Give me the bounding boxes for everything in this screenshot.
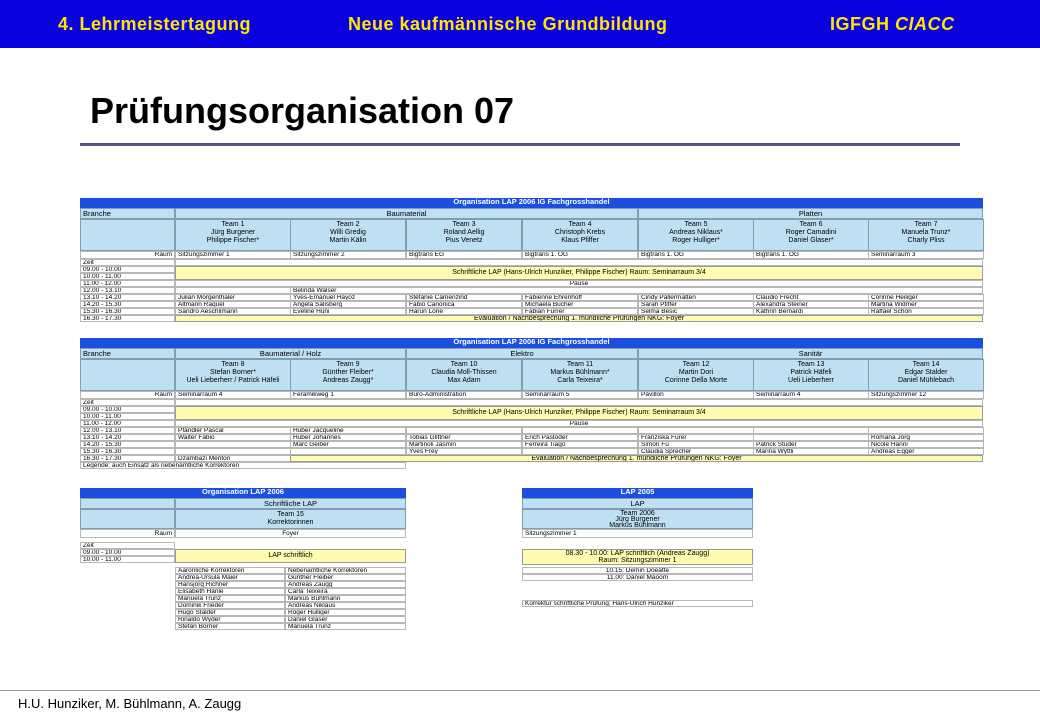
team-header: [638, 219, 754, 251]
raum-cell: Seminarraum 4: [175, 391, 291, 399]
raum-cell: Sitzungszimmer 1: [522, 529, 753, 538]
team-line: Pius Venetz: [445, 237, 483, 244]
time-label: 12.00 - 13.10: [80, 427, 175, 434]
candidate-cell: [290, 448, 406, 455]
team-line: Team 14: [912, 361, 940, 368]
team-line: Stefan Borner*: [210, 369, 256, 376]
team-header: [638, 359, 754, 391]
team-header: [868, 359, 984, 391]
time-label: 10.00 - 11.00: [80, 413, 175, 420]
team-line: Daniel Mühlebach: [897, 377, 955, 384]
block-title-bar: Organisation LAP 2006: [80, 488, 406, 498]
candidate-cell: Alexandra Steiner: [753, 301, 869, 308]
raum-cell: Bigtrans EG: [406, 251, 522, 259]
candidate-cell: Nicole Hänni: [868, 441, 984, 448]
evaluation-bar: Evaluation / Nachbesprechung 1. mündliche Prüfungen NKG: Foyer: [290, 455, 983, 462]
zeit-label: Zeit: [80, 542, 175, 549]
team-line: Corinne Della Morte: [664, 377, 728, 384]
branche-group: Elektro: [406, 348, 638, 359]
team-header: [753, 359, 869, 391]
candidate-cell: Huber Johannes: [290, 434, 406, 441]
candidate-cell: Sandro Aeschlimann: [175, 308, 291, 315]
time-label: 16.30 - 17.30: [80, 455, 175, 462]
candidate-cell: [522, 427, 638, 434]
team-line: Team 3: [452, 221, 476, 228]
candidate-cell: [868, 427, 984, 434]
candidate-cell: Ferreira Tiago: [522, 441, 638, 448]
raum-cell: Seminarraum 5: [522, 391, 638, 399]
candidate-cell: Michaela Bucher: [522, 301, 638, 308]
time-label: 10.00 - 11.00: [80, 273, 175, 280]
branche-group: Baumaterial: [175, 208, 638, 219]
candidate-cell: [522, 448, 638, 455]
candidate-cell: Tobias Glittner: [406, 434, 522, 441]
zeit-label: Zeit: [80, 259, 175, 266]
branche-group: Platten: [638, 208, 983, 219]
header-org-italic: CIACC: [895, 14, 955, 34]
raum-label: Raum: [80, 251, 175, 259]
time-label: 09.00 - 10.00: [80, 266, 175, 273]
team-label-spacer: [80, 359, 175, 391]
team-line: Manuela Trunz*: [901, 229, 951, 236]
team-line: Christoph Krebs: [554, 229, 606, 236]
candidate-cell: Marc Geiber: [290, 441, 406, 448]
zeit-label: Zeit: [80, 399, 175, 406]
team-line: Korrektorinnen: [267, 519, 314, 526]
raum-cell: Sitzungszimmer 12: [868, 391, 984, 399]
raum-label: Raum: [80, 391, 175, 399]
schriftlich-bar: Schriftliche LAP (Hans-Ulrich Hunziker, Philippe Fischer) Raum: Seminarraum 3/4: [175, 266, 983, 280]
zeit-spacer: [175, 399, 983, 406]
team-line: Klaus Pfiffer: [561, 237, 599, 244]
korrektor-cell: Elisabeth Hänle: [175, 588, 285, 595]
branche-group: Baumaterial / Holz: [175, 348, 406, 359]
yellow-line: Raum: Sitzungszimmer 1: [598, 557, 677, 564]
team-line: Roger Hulliger*: [672, 237, 720, 244]
schriftliche-lap-header: Schriftliche LAP: [175, 498, 406, 509]
team-line: Patrick Häfeli: [790, 369, 832, 376]
candidate-cell: [406, 427, 522, 434]
time-label: 12.00 - 13.10: [80, 287, 175, 294]
raum-cell: Bigtrans 1. OG: [638, 251, 754, 259]
team-line: Team 6: [799, 221, 823, 228]
time-label: 11.00 - 12.00: [80, 280, 175, 287]
team-header: [406, 219, 522, 251]
korrektor-cell: Günther Fleiber: [285, 574, 406, 581]
team-line: Team 1: [221, 221, 245, 228]
block-title-bar: Organisation LAP 2006 IG Fachgrosshandel: [80, 338, 983, 348]
yellow-line: 08.30 - 10.00: LAP schriftlich (Andreas Zaugg): [565, 550, 710, 557]
korrektor-cell: Markus Bühlmann: [285, 595, 406, 602]
evaluation-bar: Evaluation / Nachbesprechung 1. mündliche Prüfungen NKG: Foyer: [175, 315, 983, 322]
lunch-cell: [175, 287, 291, 294]
team-line: Ueli Lieberherr: [788, 377, 834, 384]
raum-cell: Büro-Administration: [406, 391, 522, 399]
korrektor-cell: Manuela Trunz: [285, 623, 406, 630]
page-title: Prüfungsorganisation 07: [90, 90, 515, 131]
candidate-cell: Fabio Canonica: [406, 301, 522, 308]
team-label-spacer: [80, 219, 175, 251]
time-label: 15.30 - 16.30: [80, 448, 175, 455]
team-header: [175, 359, 291, 391]
header-topic: Neue kaufmännische Grundbildung: [348, 14, 668, 34]
candidate-cell: Romana Jörg: [868, 434, 984, 441]
korrektor-cell: Daniel Glaser: [285, 616, 406, 623]
team-header: [868, 219, 984, 251]
korrektor-cell: Roger Hulliger: [285, 609, 406, 616]
raum-cell: Seminarraum 4: [753, 391, 869, 399]
raum-cell: Sitzungszimmer 1: [175, 251, 291, 259]
korrektor-cell: Hugo Stalder: [175, 609, 285, 616]
candidate-cell: Patrick Studer: [753, 441, 869, 448]
korrektor-cell: Nebenamtliche Korrektoren: [285, 567, 406, 574]
team-line: Jürg Burgener: [210, 229, 256, 236]
branche-group: Sanitär: [638, 348, 983, 359]
candidate-cell: Harun Lone: [406, 308, 522, 315]
schriftlich-bar: Schriftliche LAP (Hans-Ulrich Hunziker, Philippe Fischer) Raum: Seminarraum 3/4: [175, 406, 983, 420]
korrektur-cell: Korrektur schriftliche Prüfung: Hans-Ulrich Hunziker: [522, 600, 753, 607]
candidate-cell: Andreas Egger: [868, 448, 984, 455]
team-line: Markus Bühlmann*: [550, 369, 610, 376]
header-event: 4. Lehrmeistertagung: [58, 14, 252, 34]
candidate-cell: Raffael Schön: [868, 308, 984, 315]
branche-label: Branche: [80, 208, 175, 219]
team-line: Team 4: [568, 221, 592, 228]
team-line: Roland Aellig: [443, 229, 485, 236]
candidate-cell: Simon Fu: [638, 441, 754, 448]
korrektor-cell: Rinaldo Wyder: [175, 616, 285, 623]
candidate-cell: Dzambazi Meriton: [175, 455, 291, 462]
team-header: [522, 359, 638, 391]
time-label: 11.00 - 12.00: [80, 420, 175, 427]
time-label: 16.30 - 17.30: [80, 315, 175, 322]
lap-schriftlich-bar: LAP schriftlich: [175, 549, 406, 563]
team-line: Team 2: [336, 221, 360, 228]
candidate-cell: Sarah Pfiffer: [638, 301, 754, 308]
label-spacer: [80, 509, 175, 529]
team-line: Team 5: [684, 221, 708, 228]
footer-rule: [0, 690, 1040, 691]
candidate-cell: [175, 448, 291, 455]
korrektor-cell: Hansjörg Richner: [175, 581, 285, 588]
raum-cell: Seminarraum 3: [868, 251, 984, 259]
korrektor-cell: Carla Teixeira: [285, 588, 406, 595]
spreadsheet-image: [80, 198, 983, 638]
korrektor-cell: Dominik Frieder: [175, 602, 285, 609]
footer-authors: H.U. Hunziker, M. Bühlmann, A. Zaugg: [18, 696, 242, 711]
team-2006-header: [522, 509, 753, 529]
raum-cell: Feramikweg 1: [290, 391, 406, 399]
candidate-cell: Angela Salisberg: [290, 301, 406, 308]
candidate-cell: Fabian Furrer: [522, 308, 638, 315]
korrektor-cell: Aaronliche Korrektoren: [175, 567, 285, 574]
team-line: Team 9: [336, 361, 360, 368]
header-org-plain: IGFGH: [830, 14, 890, 34]
korrektor-cell: Manuela Trunz: [175, 595, 285, 602]
team-line: Philippe Fischer*: [206, 237, 260, 244]
time-label: 14.20 - 15.30: [80, 301, 175, 308]
korrektor-cell: Andreas Zaugg: [285, 581, 406, 588]
team-line: Team 12: [682, 361, 710, 368]
team-line: Ueli Lieberherr / Patrick Häfeli: [186, 377, 280, 384]
lunch-cell: Belinda Walser: [290, 287, 983, 294]
team-line: Charly Pliss: [907, 237, 945, 244]
legend-cell: Legende: auch Einsatz als nebenamtliche Korrektoren: [80, 462, 406, 469]
candidate-cell: Julian Morgenthaler: [175, 294, 291, 301]
team-header: [175, 219, 291, 251]
header-org: [830, 14, 955, 35]
raum-cell: Bigtrans 1. OG: [522, 251, 638, 259]
time-label: 14.20 - 15.30: [80, 441, 175, 448]
time-label: 09.00 - 10.00: [80, 406, 175, 413]
pause-bar: Pause: [175, 420, 983, 427]
team-line: Andreas Zaugg*: [322, 377, 374, 384]
time-label: 09.00 - 10.00: [80, 549, 175, 556]
raum-cell: Bigtrans 1. OG: [753, 251, 869, 259]
team-line: Daniel Glaser*: [788, 237, 834, 244]
team-header: [290, 359, 406, 391]
time-label: 13.10 - 14.20: [80, 294, 175, 301]
candidate-cell: Martinoli Jasmin: [406, 441, 522, 448]
korrektor-cell: Andreas Niklaus: [285, 602, 406, 609]
lap-header: LAP: [522, 498, 753, 509]
block-title-bar: LAP 2005: [522, 488, 753, 498]
candidate-cell: Eveline Hüni: [290, 308, 406, 315]
candidate-cell: [638, 427, 754, 434]
team-header: [753, 219, 869, 251]
candidate-cell: Kathrin Bernardi: [753, 308, 869, 315]
candidate-cell: Yves Frey: [406, 448, 522, 455]
time-label: 13.10 - 14.20: [80, 434, 175, 441]
team-line: Team 8: [221, 361, 245, 368]
team-header: [522, 219, 638, 251]
korrektor-cell: Andrea-Ursula Maier: [175, 574, 285, 581]
candidate-cell: Marina Wyttli: [753, 448, 869, 455]
candidate-cell: Erich Pastoder: [522, 434, 638, 441]
team-line: Markus Bühlmann: [609, 522, 666, 529]
team-line: Carla Teixeira*: [557, 377, 603, 384]
team-15-header: [175, 509, 406, 529]
lap-2005-yellow: [522, 549, 753, 565]
block-title-bar: Organisation LAP 2006 IG Fachgrosshandel: [80, 198, 983, 208]
team-line: Martin Dori: [678, 369, 714, 376]
team-line: Team 2006: [620, 510, 655, 517]
branche-label: Branche: [80, 348, 175, 359]
team-line: Team 7: [914, 221, 938, 228]
candidate-cell: [175, 441, 291, 448]
candidate-cell: Cindy Pallermatten: [638, 294, 754, 301]
header-bar: [0, 0, 1040, 48]
team-line: Team 11: [566, 361, 594, 368]
team-line: Team 15: [277, 511, 304, 518]
candidate-cell: Franziska Furer: [638, 434, 754, 441]
candidate-cell: Fabienne Ehrenhoff: [522, 294, 638, 301]
team-line: Team 10: [450, 361, 478, 368]
time-label: 10.00 - 11.00: [80, 556, 175, 563]
team-line: Roger Camadini: [785, 229, 837, 236]
team-line: Max Adam: [447, 377, 481, 384]
candidate-cell: Claudio Frecht: [753, 294, 869, 301]
candidate-cell: Stefanie Camenzind: [406, 294, 522, 301]
team-line: Claudia Moll-Thissen: [431, 369, 497, 376]
team-line: Team 13: [797, 361, 825, 368]
raum-label: Raum: [80, 529, 175, 538]
slot-cell: 10.15: Demiri Doeatte: [522, 567, 753, 574]
team-line: Jürg Burgener: [615, 516, 660, 523]
team-line: Günther Fleiber*: [322, 369, 374, 376]
team-header: [290, 219, 406, 251]
candidate-cell: Yves-Emanuel Hayoz: [290, 294, 406, 301]
raum-cell: Sitzungszimmer 2: [290, 251, 406, 259]
team-line: Edgar Stalder: [904, 369, 948, 376]
candidate-cell: Martina Widmer: [868, 301, 984, 308]
team-line: Willi Gredig: [330, 229, 366, 236]
raum-cell: Pavillon: [638, 391, 754, 399]
candidate-cell: Corinne Heiliger: [868, 294, 984, 301]
candidate-cell: [753, 434, 869, 441]
candidate-cell: Pfändler Pascal: [175, 427, 291, 434]
title-underline: [80, 143, 960, 146]
raum-foyer: Foyer: [175, 529, 406, 538]
candidate-cell: Selma Besic: [638, 308, 754, 315]
slot-cell: 11.00: Daniel Maoom: [522, 574, 753, 581]
candidate-cell: Huber Jacqueline: [290, 427, 406, 434]
korrektor-cell: Stefan Borner: [175, 623, 285, 630]
team-line: Martin Kälin: [329, 237, 367, 244]
pause-bar: Pause: [175, 280, 983, 287]
team-header: [406, 359, 522, 391]
candidate-cell: Altmann Raquel: [175, 301, 291, 308]
candidate-cell: [753, 427, 869, 434]
candidate-cell: Walter Fabio: [175, 434, 291, 441]
time-label: 15.30 - 16.30: [80, 308, 175, 315]
candidate-cell: Claudia Sprecher: [638, 448, 754, 455]
zeit-spacer: [175, 259, 983, 266]
team-line: Andreas Niklaus*: [669, 229, 723, 236]
label-spacer: [80, 498, 175, 509]
